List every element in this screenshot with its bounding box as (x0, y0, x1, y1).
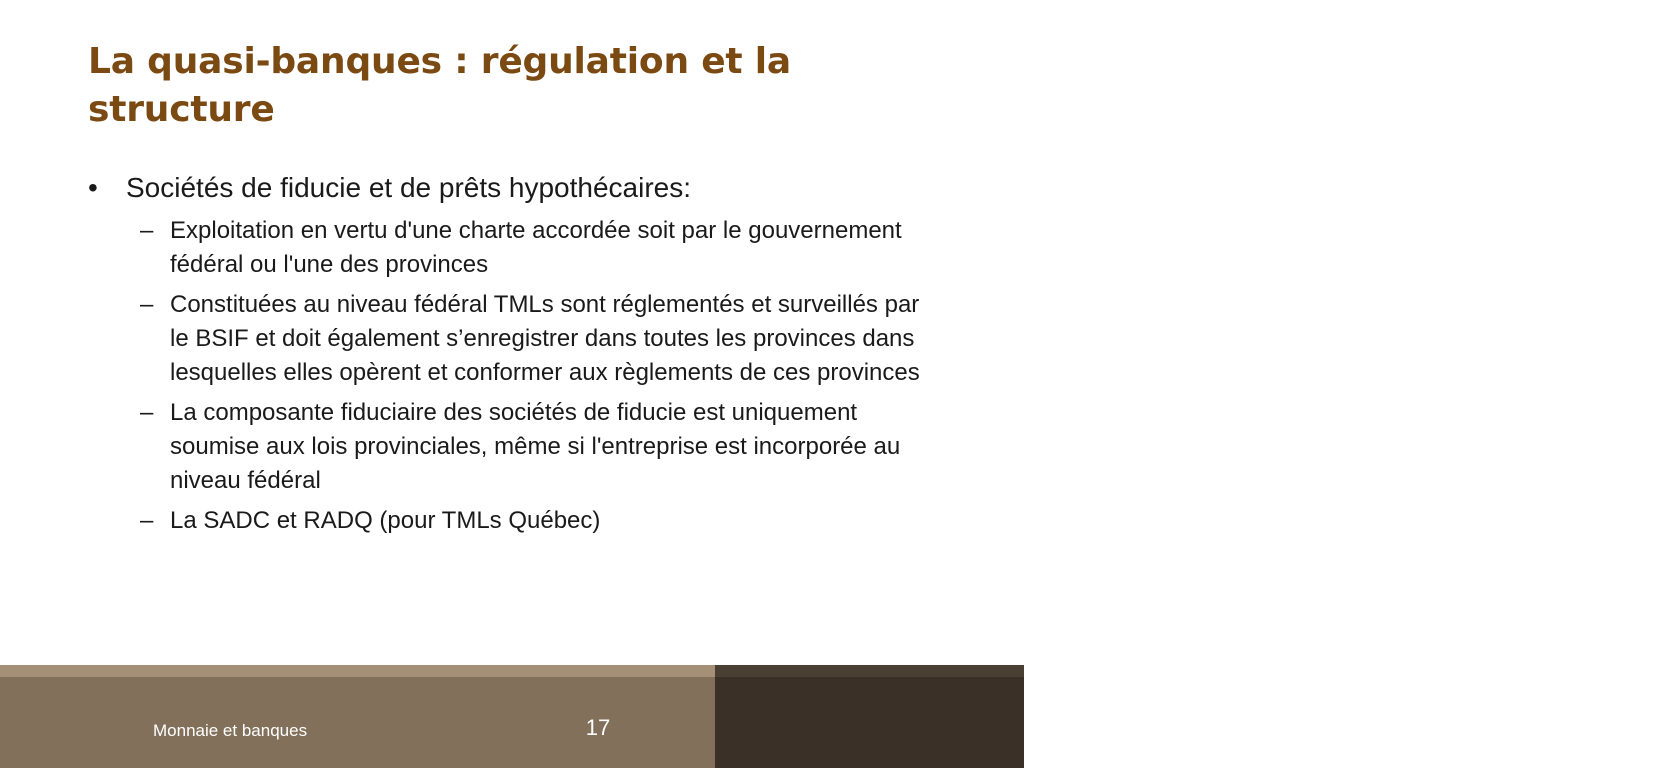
footer-accent-right (715, 665, 1024, 677)
bullet-marker: • (88, 172, 98, 203)
footer-accent-left (0, 665, 715, 677)
dash-marker: – (140, 217, 154, 244)
bullet-item (88, 168, 928, 208)
subitem-text: Constituées au niveau fédéral TMLs sont réglementés et surveillés par le BSIF et doit également s’enregistrer dans toutes les provinces dans lesquelles elles opèrent et conformer aux règlements de ces provinces (170, 291, 920, 386)
uottawa-logo (1507, 715, 1665, 755)
footer-right-panel (715, 677, 1665, 768)
slide-title: La quasi-banques : régulation et la structure (88, 41, 791, 130)
logo-text: uOttawa (1555, 720, 1665, 749)
subitem (88, 504, 928, 538)
footer-course-title: Monnaie et banques (153, 721, 308, 740)
subitem (88, 288, 928, 390)
page-number: 17 (585, 715, 611, 740)
dash-marker: – (140, 399, 154, 426)
subitem-text: La composante fiduciaire des sociétés de fiducie est uniquement soumise aux lois provinciales, même si l'entreprise est incorporée au niveau fédéral (170, 399, 901, 494)
subitem (88, 396, 928, 498)
subitem-text: La SADC et RADQ (pour TMLs Québec) (170, 507, 601, 534)
dash-marker: – (140, 507, 154, 534)
slide-content (88, 168, 928, 544)
subitem (88, 214, 928, 282)
footer-left-panel (0, 677, 715, 768)
dash-marker: – (140, 291, 154, 318)
subitem-text: Exploitation en vertu d'une charte accordée soit par le gouvernement fédéral ou l'une des provinces (170, 217, 902, 278)
footer (0, 665, 1665, 768)
bullet-text: Sociétés de fiducie et de prêts hypothécaires: (126, 172, 692, 203)
building-icon (1507, 715, 1545, 755)
subitem-list (88, 214, 928, 538)
